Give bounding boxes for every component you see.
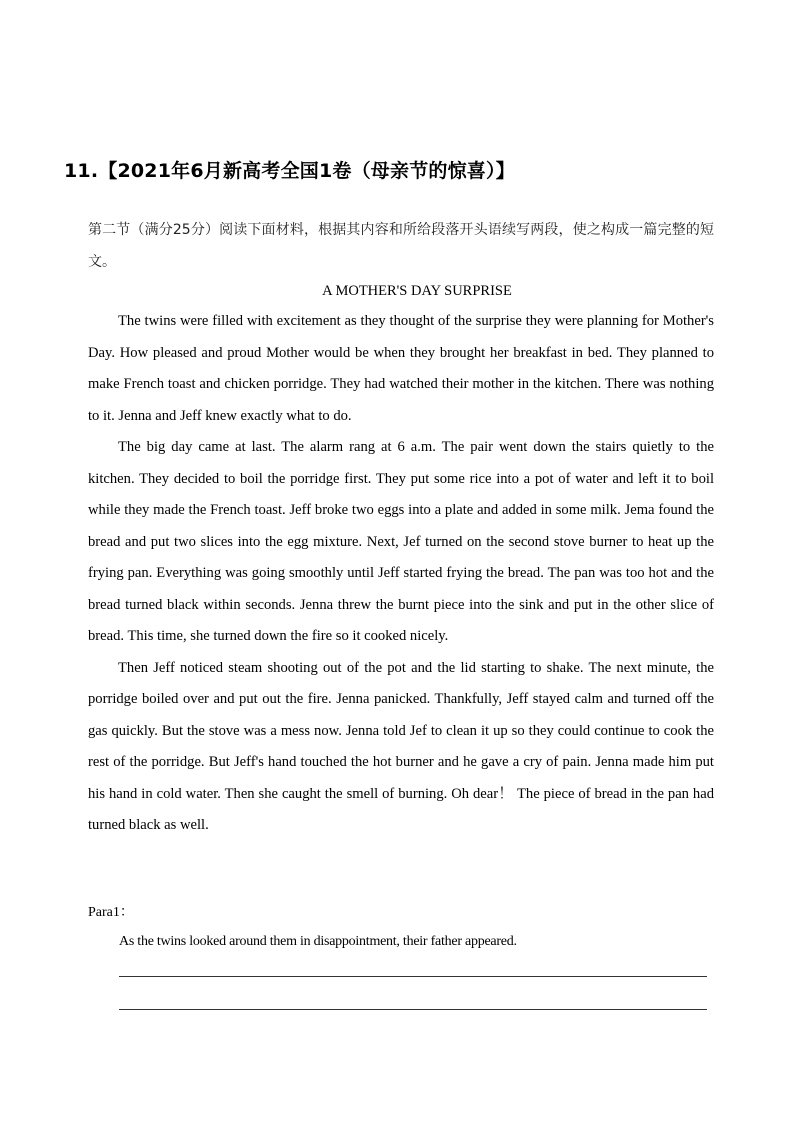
answer-line[interactable] [119, 976, 707, 977]
passage-title: A MOTHER'S DAY SURPRISE [322, 283, 512, 299]
question-heading [64, 156, 515, 183]
paragraph-label: Para1： [88, 905, 134, 920]
passage-paragraph-1: The twins were filled with excitement as they thought of the surprise they were planning for Mother's Day. How pleased and proud Mother would be when they brought her breakfast in bed. They planned to make French toast and chicken porridge. They had watched their mother in the kitchen. There was nothing to it. Jenna and Jeff knew exactly what to do. [88, 313, 714, 424]
passage-paragraph-2: The big day came at last. The alarm rang at 6 a.m. The pair went down the stairs quietly to the kitchen. They decided to boil the porridge first. They put some rice into a pot of water and left it to boil while they made the French toast. Jeff broke two eggs into a plate and added in some milk. Jema found the bread and put two slices into the egg mixture. Next, Jef turned on the second stove burner to heat up the frying pan. Everything was going smoothly until Jeff started frying the bread. The pan was too hot and the bread turned black within seconds. Jenna threw the burnt piece into the sink and put in the other slice of bread. This time, she turned down the fire so it cooked nicely. [88, 439, 714, 644]
passage-paragraph-3: Then Jeff noticed steam shooting out of the pot and the lid starting to shake. The next minute, the porridge boiled over and put out the fire. Jenna panicked. Thankfully, Jeff stayed calm and turned off the gas quickly. But the stove was a mess now. Jenna told Jef to clean it up so they could continue to cook the rest of the porridge. But Jeff's hand touched the hot burner and he gave a cry of pain. Jenna made him put his hand in cold water. Then she caught the smell of burning. Oh dear！ The piece of bread in the pan had turned black as well. [88, 659, 714, 833]
question-title: 【2021年6月新高考全国1卷（母亲节的惊喜）】 [98, 160, 515, 182]
paragraph-opening-sentence: As the twins looked around them in disappointment, their father appeared. [119, 934, 517, 949]
passage-body [88, 306, 714, 842]
answer-line[interactable] [119, 1009, 707, 1010]
question-number: 11. [64, 160, 99, 182]
task-instruction: 第二节（满分25分）阅读下面材料，根据其内容和所给段落开头语续写两段，使之构成一篇完整的短文。 [88, 222, 714, 270]
